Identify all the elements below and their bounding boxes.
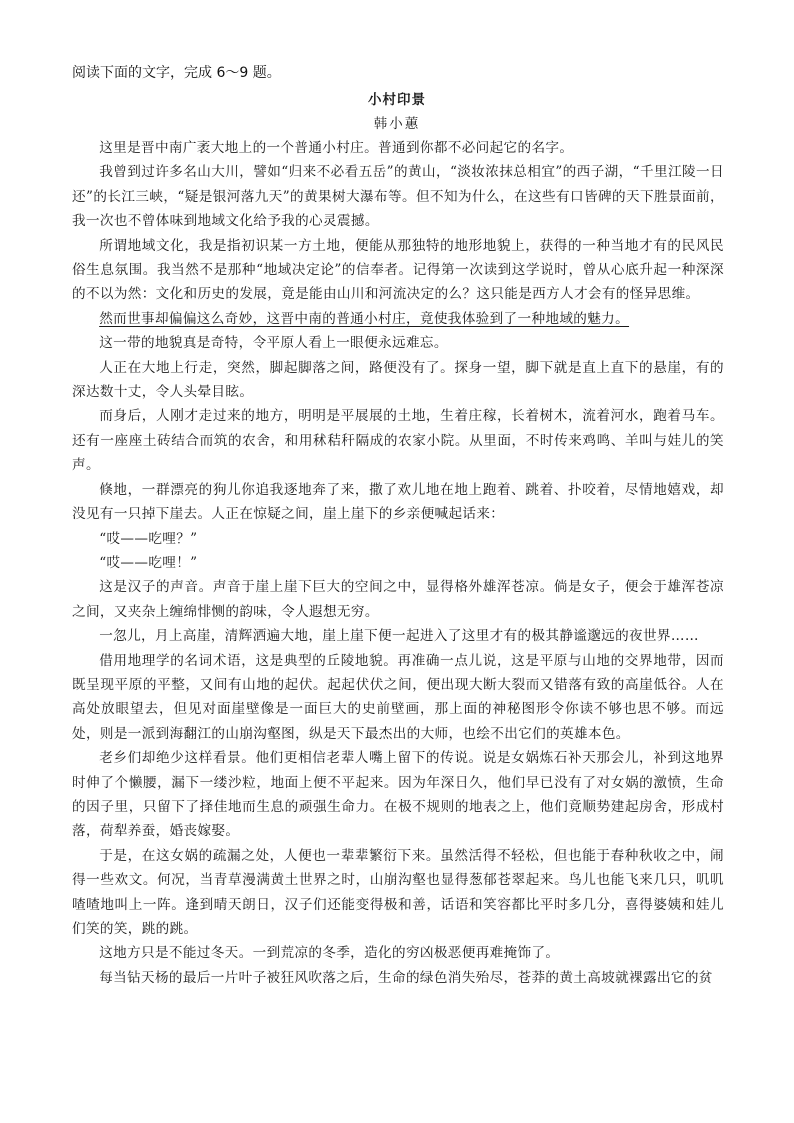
paragraph: 这一带的地貌真是奇特，令平原人看上一眼便永远难忘。 [99,335,448,352]
paragraph: 人正在大地上行走，突然，脚起脚落之间，路便没有了。探身一望，脚下就是直上直下的悬崖，有的深达数十丈，令人头晕目眩。 [72,359,724,401]
paragraph: 老乡们却绝少这样看景。他们更相信老辈人嘴上留下的传说。说是女娲炼石补天那会儿，补到这地界时伸了个懒腰，漏下一缕沙粒，地面上便不平起来。因为年深日久，他们早已没有了对女娲的激愤，生命的因子里，只留下了择佳地而生息的顽强生命力。在极不规则的地表之上，他们竟顺势建起房舍，形成村落，荷犁养蚕，婚丧嫁娶。 [72,750,724,840]
paragraph: 于是，在这女娲的疏漏之处，人便也一辈辈繁衍下来。虽然活得不轻松，但也能于春种秋收之中，闹得一些欢文。何况，当青草漫满黄土世界之时，山崩沟壑也显得葱郁苍翠起来。鸟儿也能飞来几只，叽叽喳喳地叫上一阵。逢到晴天朗日，汉子们还能变得极和善，话语和笑容都比平时多几分，喜得婆姨和娃儿们笑的笑，跳的跳。 [72,847,724,937]
reading-instruction: 阅读下面的文字，完成 6～9 题。 [72,65,281,81]
paragraph: 这里是晋中南广袤大地上的一个普通小村庄。普通到你都不必问起它的名字。 [99,140,574,156]
paragraph: 倏地，一群漂亮的狗儿你追我逐地奔了来，撒了欢儿地在地上跑着、跳着、扑咬着，尽情地嬉戏，却没见有一只掉下崖去。人正在惊疑之间，崖上崖下的乡亲便喊起话来： [72,481,724,523]
paragraph: 一忽儿，月上高崖，清辉洒遍大地，崖上崖下便一起进入了这里才有的极其静谧邈远的夜世界…… [99,628,699,645]
paragraph-truncated: 每当钻天杨的最后一片叶子被狂风吹落之后，生命的绿色消失殆尽，苍莽的黄土高坡就裸露出它的贫 [99,969,713,986]
dialogue-line: “哎——吃哩？” [99,530,198,547]
paragraph: 我曾到过许多名山大川，譬如“归来不必看五岳”的黄山，“淡妆浓抹总相宜”的西子湖，“千里江陵一日还”的长江三峡，“疑是银河落九天”的黄果树大瀑布等。但不知为什么，在这些有口皆碑的天下胜景面前，我一次也不曾体味到地域文化给予我的心灵震撼。 [72,164,724,230]
underlined-text: 然而世事却偏偏这么奇妙，这晋中南的普通小村庄，竟使我体验到了一种地域的魅力。 [99,310,630,327]
underlined-sentence [72,307,724,331]
article-body [72,136,724,990]
paragraph: 这是汉子的声音。声音于崖上崖下巨大的空间之中，显得格外雄浑苍凉。倘是女子，便会于雄浑苍凉之间，又夹杂上缠绵悱恻的韵味，令人遐想无穷。 [72,579,724,620]
paragraph: 所谓地域文化，我是指初识某一方土地，便能从那独特的地形地貌上，获得的一种当地才有的民风民俗生息氛围。我当然不是那种“地域决定论”的信奉者。记得第一次读到这学说时，曾从心底升起一种深深的不以为然：文化和历史的发展，竟是能由山川和河流决定的么？这只能是西方人才会有的怪异思维。 [72,237,724,303]
dialogue-line: “哎——吃哩！” [99,554,198,571]
article-title: 小村印景 [368,92,426,108]
paragraph: 借用地理学的名词术语，这是典型的丘陵地貌。再准确一点儿说，这是平原与山地的交界地带，因而既呈现平原的平整，又间有山地的起伏。起起伏伏之间，便出现大断大裂而又错落有致的高崖低谷。人在高处放眼望去，但见对面崖壁像是一面巨大的史前壁画，那上面的神秘图形令你读不够也思不够。而远处，则是一派到海翻江的山崩沟壑图，纵是天下最杰出的大师，也绘不出它们的英雄本色。 [72,652,724,742]
paragraph: 而身后，人刚才走过来的地方，明明是平展展的土地，生着庄稼，长着树木，流着河水，跑着马车。还有一座座土砖结合而筑的农舍，和用秫秸秆隔成的农家小院。从里面，不时传来鸡鸣、羊叫与娃儿的笑声。 [72,408,724,474]
article-author: 韩小蕙 [373,116,421,132]
paragraph: 这地方只是不能过冬天。一到荒凉的冬季，造化的穷凶极恶便再难掩饰了。 [99,945,560,962]
